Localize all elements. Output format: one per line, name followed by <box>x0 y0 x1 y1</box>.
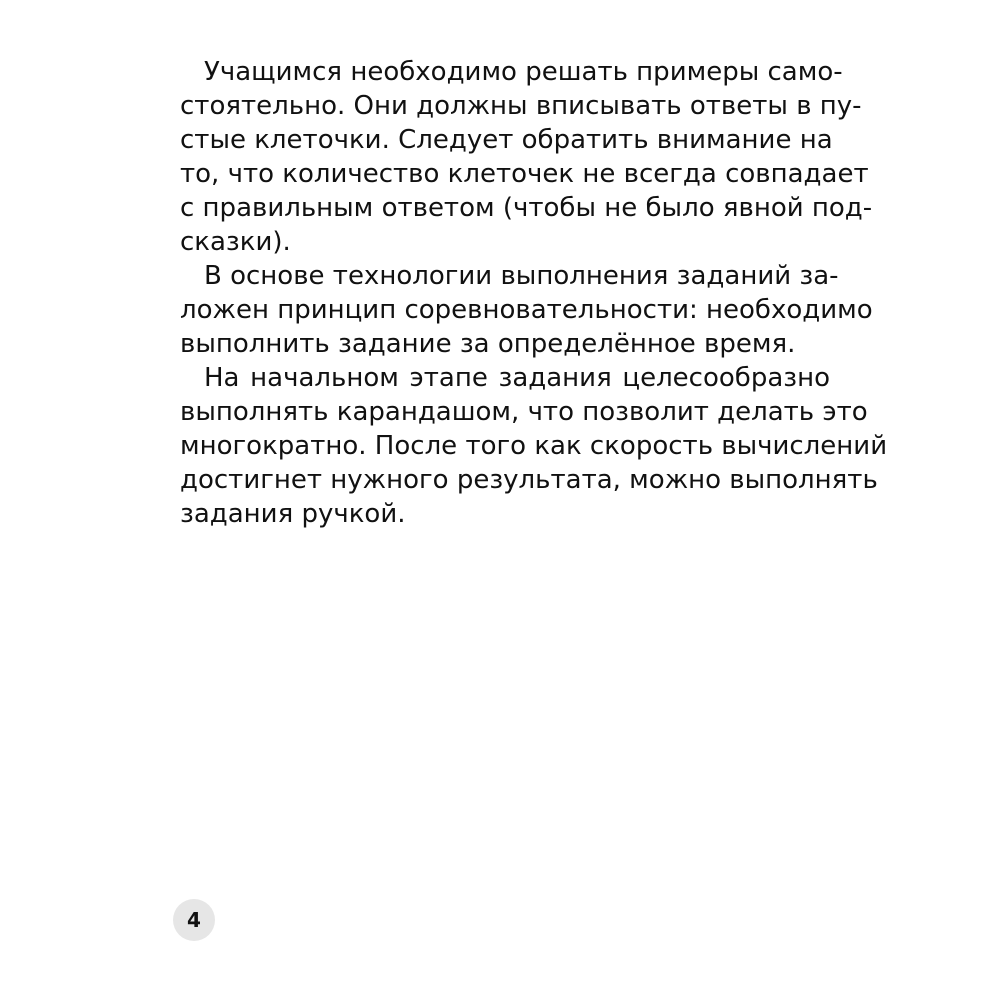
paragraph-3-line-5: задания ручкой. <box>180 499 406 529</box>
paragraph-1-line-1: Учащимся необходимо решать примеры само- <box>204 57 843 87</box>
paragraph-3-line-2: выполнять карандашом, что позволит делать это <box>180 397 868 427</box>
paragraph-2-line-1: В основе технологии выполнения заданий за- <box>204 261 839 291</box>
paragraph-1-line-2: стоятельно. Они должны вписывать ответы в пу- <box>180 91 862 121</box>
page-number-badge: 4 <box>173 899 215 941</box>
paragraph-1-line-4: то, что количество клеточек не всегда совпадает <box>180 159 869 189</box>
paragraph-3-line-3: многократно. После того как скорость вычислений <box>180 431 888 461</box>
paragraph-3-line-4: достигнет нужного результата, можно выполнять <box>180 465 878 495</box>
paragraph-1-line-3: стые клеточки. Следует обратить внимание на <box>180 125 833 155</box>
paragraph-2-line-3: выполнить задание за определённое время. <box>180 329 796 359</box>
paragraph-3-line-1: На начальном этапе задания целесообразно <box>204 363 830 393</box>
paragraph-2-line-2: ложен принцип соревновательности: необходимо <box>180 295 873 325</box>
paragraph-1-line-6: сказки). <box>180 227 291 257</box>
paragraph-1-line-5: с правильным ответом (чтобы не было явной под- <box>180 193 873 223</box>
